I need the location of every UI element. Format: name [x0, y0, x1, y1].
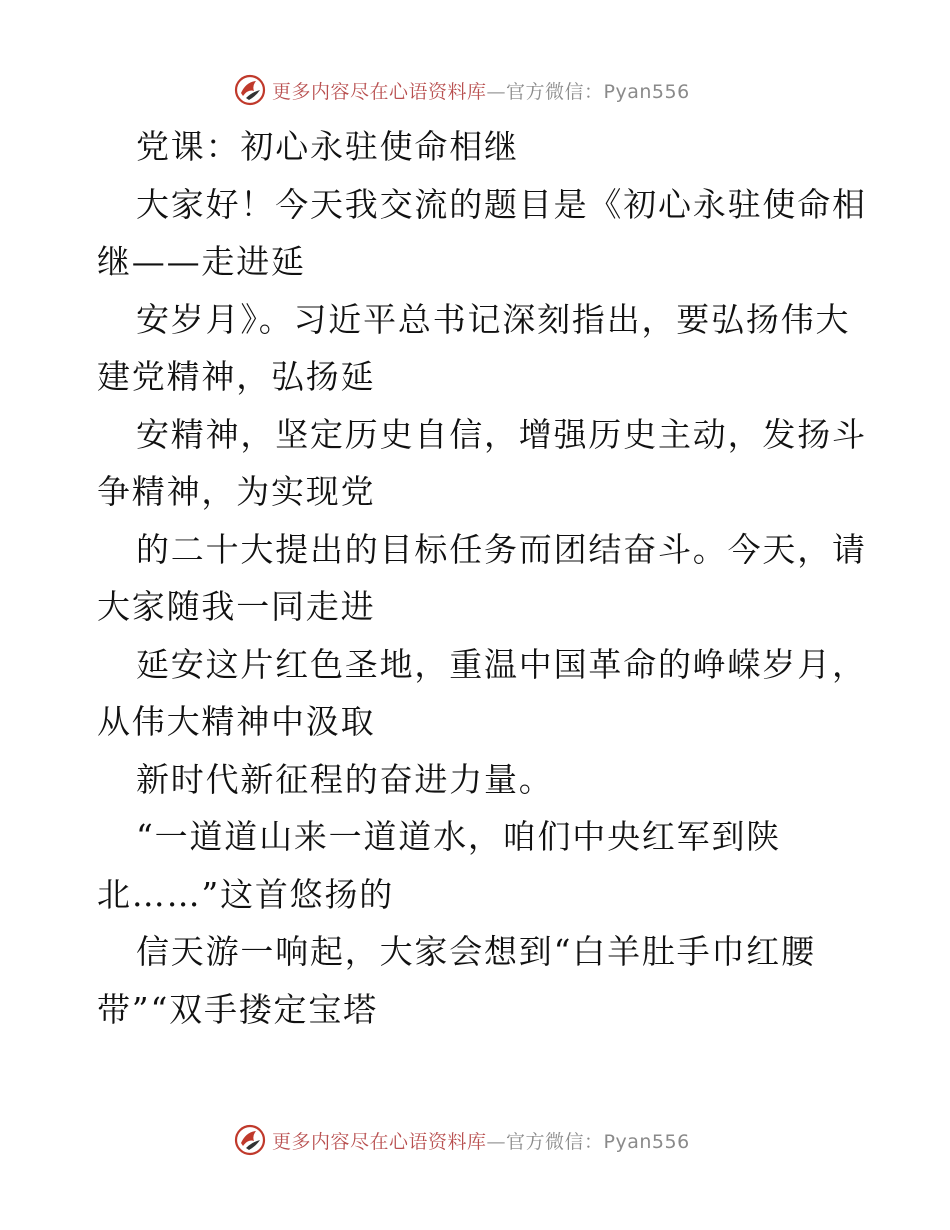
text-line: 带”“双手搂定宝塔 [97, 989, 378, 1029]
banner-wechat-text: 官方微信：Pyan556 [506, 80, 690, 103]
document-body [97, 118, 867, 1038]
banner-separator: — [486, 80, 507, 103]
brand-logo-icon [234, 74, 266, 106]
text-line: 争精神，为实现党 [97, 472, 376, 511]
text-line: 建党精神，弘扬延 [97, 357, 376, 396]
document-title: 党课：初心永驻使命相继 [136, 127, 519, 166]
banner-brand-text: 更多内容尽在心语资料库 [272, 80, 487, 103]
text-line: 信天游一响起，大家会想到“白羊肚手巾红腰 [136, 932, 816, 971]
text-line: 大家好！今天我交流的题目是《初心永驻使命相 [136, 184, 867, 224]
text-line: “一道道山来一道道水，咱们中央红军到陕 [136, 817, 782, 856]
brand-logo-icon [234, 1124, 266, 1156]
header-banner[interactable] [234, 73, 690, 107]
banner-separator: — [486, 1130, 507, 1153]
text-line: 北……”这首悠扬的 [97, 874, 395, 914]
text-line: 的二十大提出的目标任务而团结奋斗。今天，请 [136, 529, 867, 569]
text-line: 大家随我一同走进 [97, 587, 376, 626]
text-line: 安岁月》。习近平总书记深刻指出，要弘扬伟大 [136, 299, 851, 339]
banner-brand-text: 更多内容尽在心语资料库 [272, 1130, 487, 1153]
footer-banner[interactable] [234, 1123, 690, 1157]
text-line: 从伟大精神中汲取 [97, 702, 376, 741]
text-line: 继——走进延 [97, 242, 306, 281]
text-line: 新时代新征程的奋进力量。 [136, 759, 554, 799]
banner-wechat-text: 官方微信：Pyan556 [506, 1130, 690, 1153]
text-line: 安精神，坚定历史自信，增强历史主动，发扬斗 [136, 414, 867, 454]
text-line: 延安这片红色圣地，重温中国革命的峥嵘岁月， [136, 644, 867, 684]
